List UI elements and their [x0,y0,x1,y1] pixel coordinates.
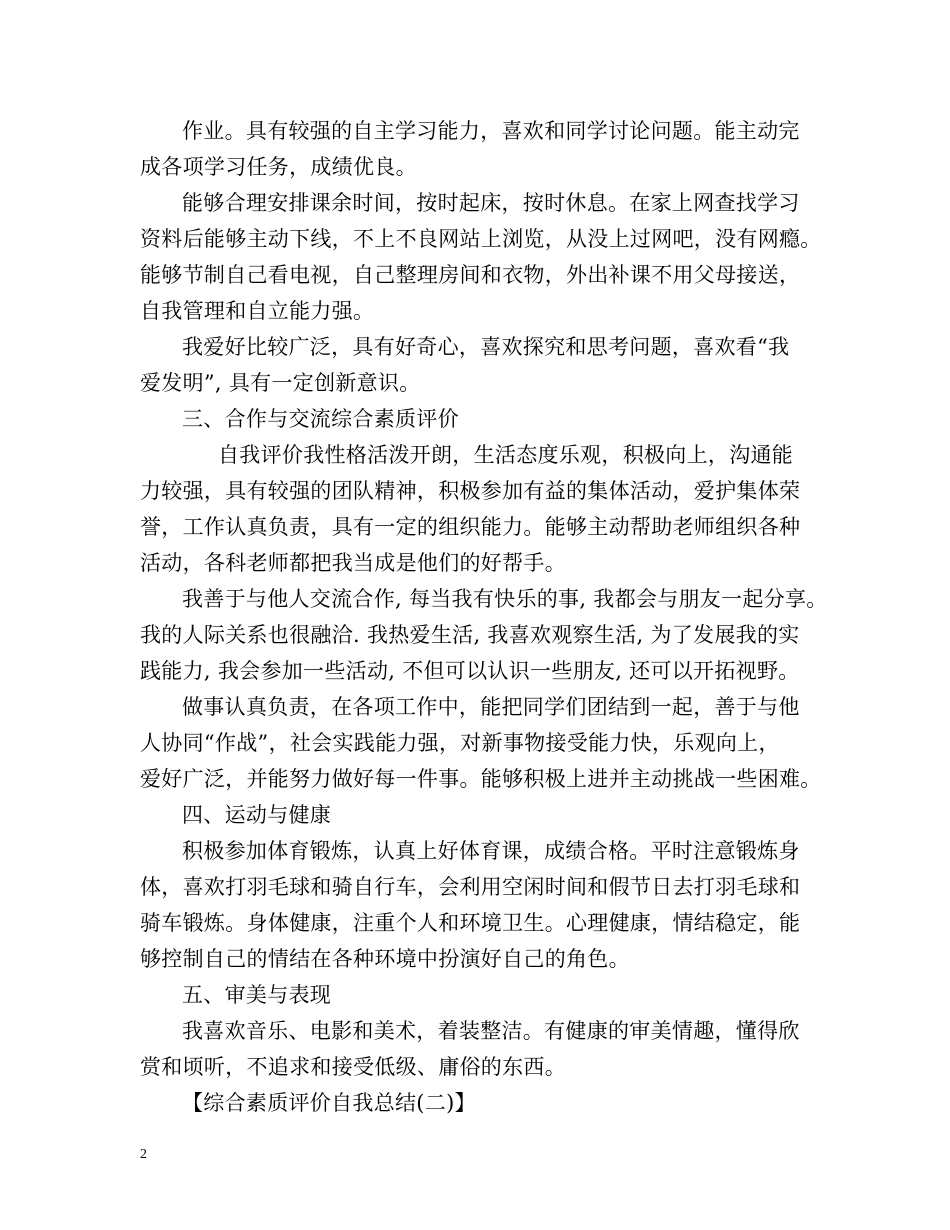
text-line: 践能力, 我会参加一些活动, 不但可以认识一些朋友, 还可以开拓视野。 [140,659,800,683]
text-line: 作业。具有较强的自主学习能力，喜欢和同学讨论问题。能主动完 [182,119,800,143]
text-line: 我爱好比较广泛，具有好奇心，喜欢探究和思考问题，喜欢看“我 [182,335,790,359]
text-line: 骑车锻炼。身体健康，注重个人和环境卫生。心理健康，情结稳定，能 [140,911,801,935]
section-heading: 三、合作与交流综合素质评价 [182,407,459,431]
text-line: 够控制自己的情结在各种环境中扮演好自己的角色。 [140,947,630,971]
text-line: 我善于与他人交流合作, 每当我有快乐的事, 我都会与朋友一起分享。 [182,587,828,611]
text-line: 赏和顷听，不追求和接受低级、庸俗的东西。 [140,1055,566,1079]
text-line: 积极参加体育锻炼，认真上好体育课，成绩合格。平时注意锻炼身 [182,839,800,863]
text-line: 自我管理和自立能力强。 [140,299,375,323]
text-line: 能够合理安排课余时间，按时起床，按时休息。在家上网查找学习 [182,191,800,215]
text-line: 我喜欢音乐、电影和美术，着装整洁。有健康的审美情趣，懂得欣 [182,1019,800,1043]
text-line: 活动，各科老师都把我当成是他们的好帮手。 [140,551,566,575]
text-line: 资料后能够主动下线，不上不良网站上浏览，从没上过网吧，没有网瘾。 [140,227,822,251]
text-line: 爱好广泛，并能努力做好每一件事。能够积极上进并主动挑战一些困难。 [140,767,822,791]
text-line: 誉，工作认真负责，具有一定的组织能力。能够主动帮助老师组织各种 [140,515,801,539]
text-line: 爱发明”, 具有一定创新意识。 [140,371,421,395]
section-title: 【综合素质评价自我总结(二)】 [182,1091,476,1115]
page-number: 2 [140,1147,147,1162]
text-line: 力较强，具有较强的团队精神，积极参加有益的集体活动，爱护集体荣 [140,479,801,503]
text-line: 自我评价我性格活泼开朗，生活态度乐观，积极向上，沟通能 [218,443,794,467]
section-heading: 五、审美与表现 [182,983,332,1007]
text-line: 做事认真负责，在各项工作中，能把同学们团结到一起，善于与他 [182,695,800,719]
text-line: 能够节制自己看电视，自己整理房间和衣物，外出补课不用父母接送， [140,263,801,287]
text-line: 体，喜欢打羽毛球和骑自行车，会利用空闲时间和假节日去打羽毛球和 [140,875,801,899]
section-heading: 四、运动与健康 [182,803,332,827]
text-line: 人协同“作战”，社会实践能力强，对新事物接受能力快，乐观向上， [140,731,780,755]
text-line: 我的人际关系也很融洽. 我热爱生活, 我喜欢观察生活, 为了发展我的实 [140,623,800,647]
text-line: 成各项学习任务，成绩优良。 [140,155,417,179]
